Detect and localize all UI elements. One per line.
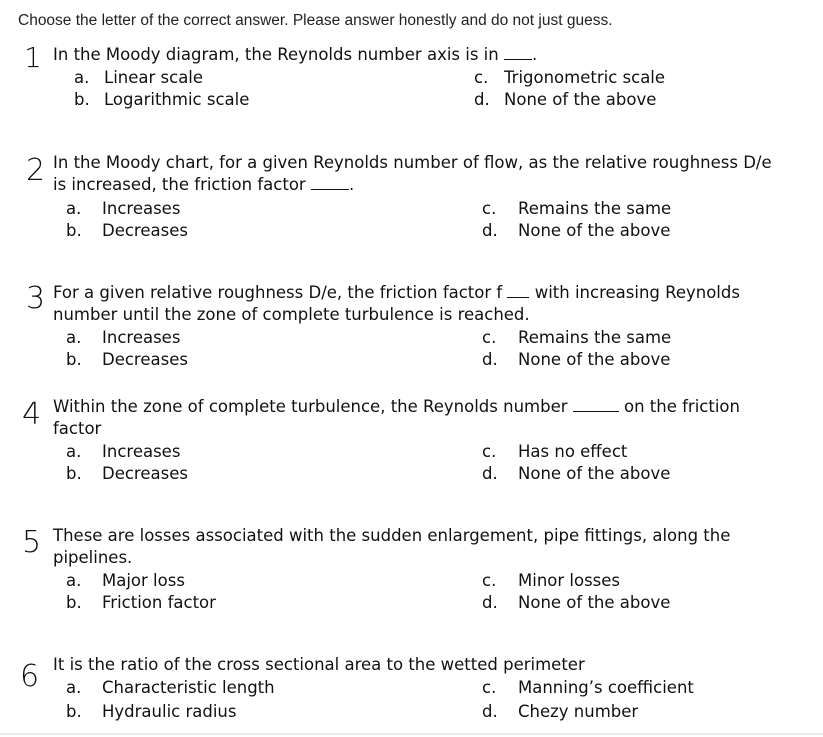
bottom-divider	[0, 733, 823, 735]
option-a[interactable]: a. Linear scale	[74, 68, 204, 87]
question-number: 2	[26, 153, 46, 188]
option-a[interactable]: a. Increases	[66, 328, 181, 347]
option-a[interactable]: a. Increases	[66, 442, 181, 461]
answer-blank	[573, 397, 619, 412]
option-d[interactable]: d. None of the above	[474, 90, 657, 109]
question-stem: It is the ratio of the cross sectional area to the wetted perimeter	[53, 655, 585, 674]
question-number: 1	[24, 41, 42, 74]
question-stem: In the Moody chart, for a given Reynolds number of flow, as the relative roughness D/e is increased, the friction factor .	[53, 153, 772, 194]
option-a[interactable]: a. Characteristic length	[66, 678, 275, 697]
option-c[interactable]: c. Trigonometric scale	[474, 68, 666, 87]
option-d[interactable]: d. None of the above	[482, 221, 671, 240]
question-number: 5	[22, 525, 42, 560]
option-a[interactable]: a. Increases	[66, 199, 181, 218]
option-b[interactable]: b. Decreases	[66, 350, 188, 369]
option-b[interactable]: b. Friction factor	[66, 593, 216, 612]
question-number: 3	[26, 281, 46, 316]
answer-blank	[507, 283, 529, 298]
instructions-text: Choose the letter of the correct answer. Please answer honestly and do not just guess.	[18, 12, 613, 29]
option-c[interactable]: c. Has no effect	[482, 442, 628, 461]
question-number: 6	[20, 659, 40, 694]
option-d[interactable]: d. None of the above	[482, 464, 671, 483]
option-a[interactable]: a. Major loss	[66, 571, 185, 590]
option-c[interactable]: c. Remains the same	[482, 328, 672, 347]
answer-blank	[311, 175, 349, 190]
option-d[interactable]: d. None of the above	[482, 593, 671, 612]
option-c[interactable]: c. Minor losses	[482, 571, 621, 590]
option-c[interactable]: c. Manning’s coefficient	[482, 678, 694, 697]
answer-blank	[504, 45, 532, 60]
option-b[interactable]: b. Decreases	[66, 221, 188, 240]
option-b[interactable]: b. Decreases	[66, 464, 188, 483]
question-stem: For a given relative roughness D/e, the friction factor f with increasing Reynolds number until the zone of complete turbulence is reached.	[53, 283, 740, 324]
option-d[interactable]: d. Chezy number	[482, 702, 639, 721]
option-d[interactable]: d. None of the above	[482, 350, 671, 369]
option-c[interactable]: c. Remains the same	[482, 199, 672, 218]
question-stem: These are losses associated with the sudden enlargement, pipe fittings, along the pipelines.	[53, 526, 731, 567]
option-b[interactable]: b. Logarithmic scale	[74, 90, 250, 109]
question-stem: In the Moody diagram, the Reynolds number axis is in .	[53, 45, 538, 64]
question-stem: Within the zone of complete turbulence, the Reynolds number on the friction factor	[53, 397, 740, 438]
option-b[interactable]: b. Hydraulic radius	[66, 702, 237, 721]
question-number: 4	[22, 397, 42, 432]
